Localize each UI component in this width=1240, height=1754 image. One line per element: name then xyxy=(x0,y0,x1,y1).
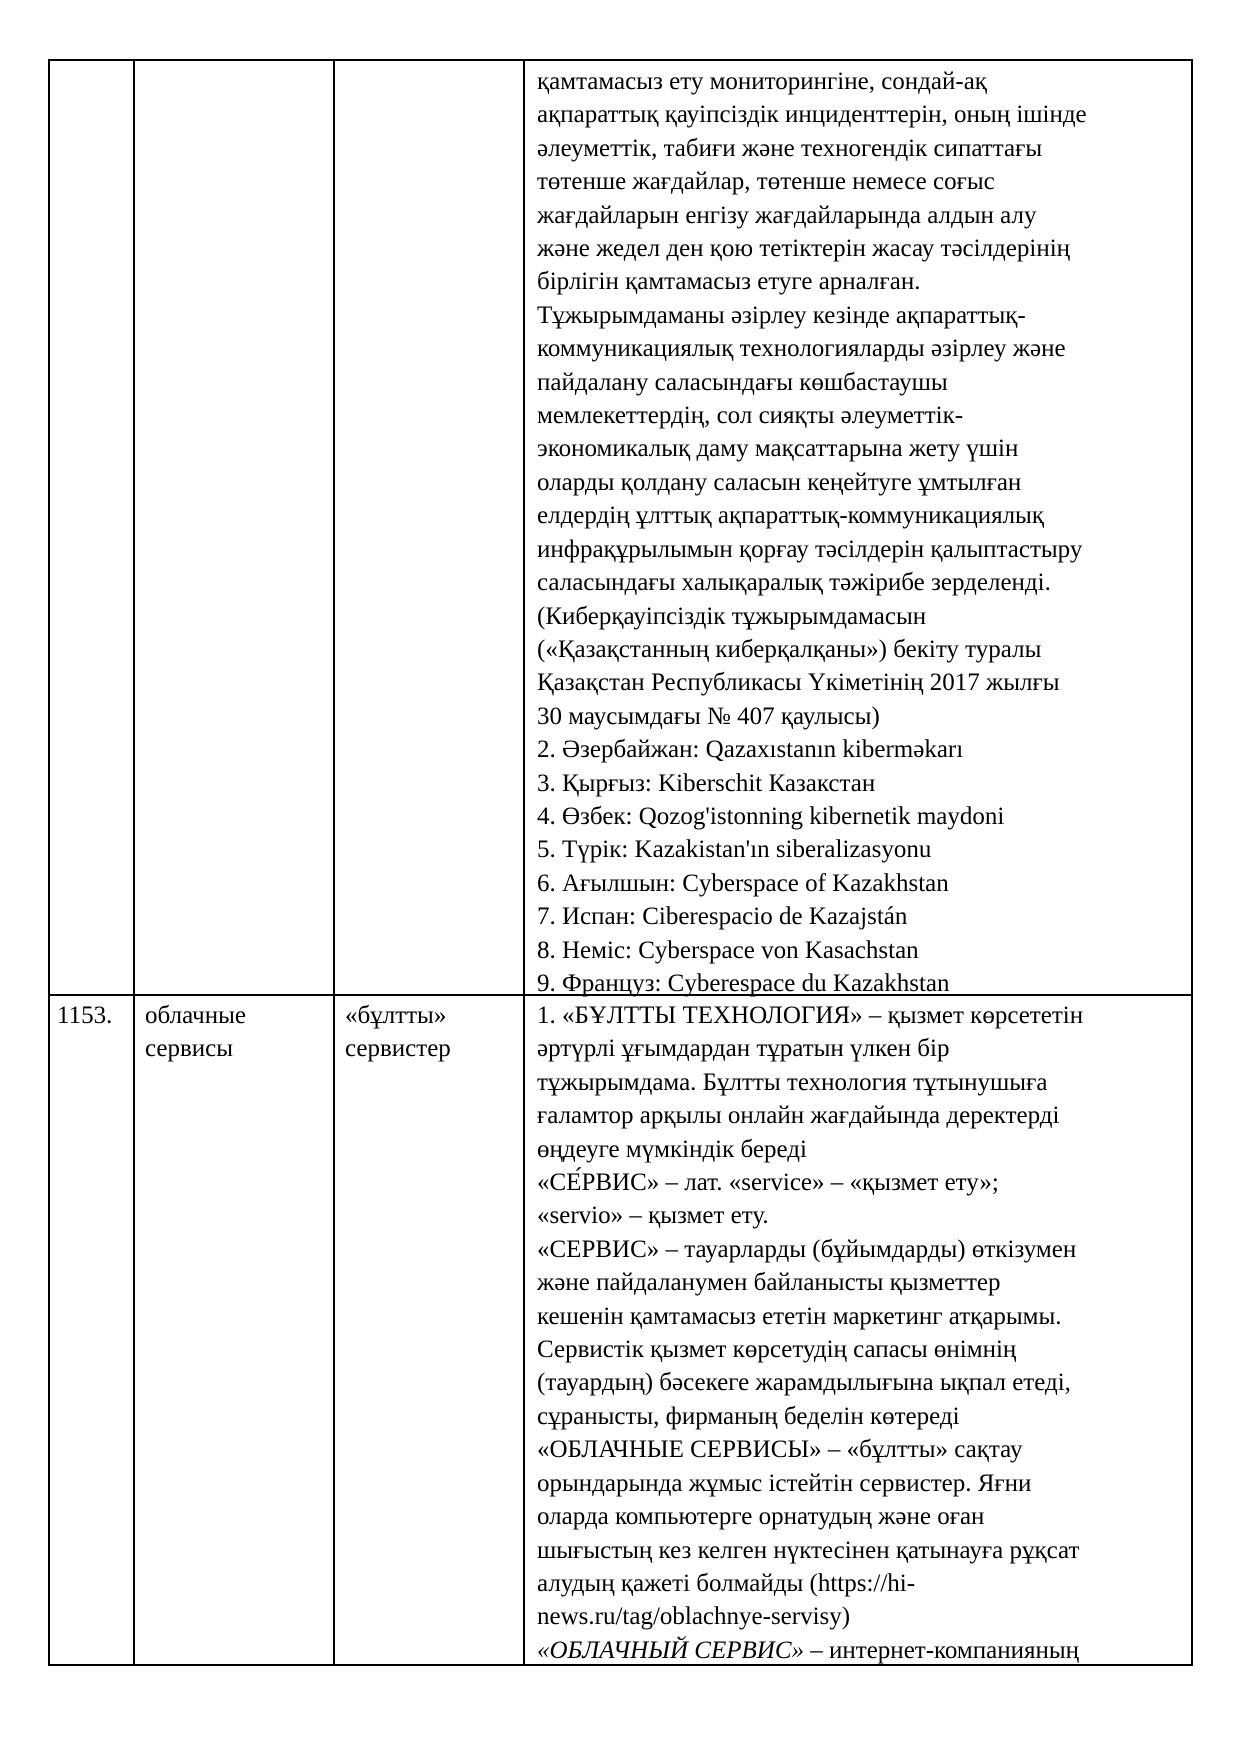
text-line: 8. Неміс: Cyberspace von Kasachstan xyxy=(537,936,919,964)
text-line: 7. Испан: Ciberespacio de Kazajstán xyxy=(537,903,908,931)
text-line: өңдеуге мүмкіндік береді xyxy=(537,1135,807,1163)
text-line: пайдалану саласындағы көшбастаушы xyxy=(537,368,948,396)
column-divider-3 xyxy=(523,61,525,1664)
text-line: (Киберқауіпсіздік тұжырымдамасын xyxy=(537,602,927,630)
glossary-table xyxy=(48,59,1193,1666)
russian-term-cell xyxy=(145,999,246,1066)
text-line: 4. Өзбек: Qozog'istonning kibernetik maydoni xyxy=(537,802,1005,830)
text-line-last xyxy=(537,1634,1083,1667)
definition-cell xyxy=(537,999,1083,1667)
text-line: коммуникациялық технологияларды әзірлеу және xyxy=(537,335,1066,363)
text-line: төтенше жағдайлар, төтенше немесе соғыс xyxy=(537,168,995,196)
text-line: орындарында жұмыс істейтін сервистер. Яғни xyxy=(537,1469,1032,1497)
text-line: қамтамасыз ету мониторингіне, сондай-ақ xyxy=(537,68,987,95)
kazakh-term-line: сервистер xyxy=(345,1035,451,1063)
text-line: алудың қажеті болмайды (https://hi- xyxy=(537,1569,916,1597)
text-line: кешенін қамтамасыз ететін маркетинг атқарымы. xyxy=(537,1302,1062,1330)
text-line: 2. Әзербайжан: Qazaxıstanın kibermәkarı xyxy=(537,736,964,764)
text-line: және жедел ден қою тетіктерін жасау тәсілдерінің xyxy=(537,235,1071,263)
text-line: 6. Ағылшын: Cyberspace of Kazakhstan xyxy=(537,869,949,897)
text-line: 1. «БҰЛТТЫ ТЕХНОЛОГИЯ» – қызмет көрсететін xyxy=(537,1002,1084,1029)
text-line: оларда компьютерге орнатудың және оған xyxy=(537,1503,985,1531)
text-line: news.ru/tag/oblachnye-servisy) xyxy=(537,1603,851,1631)
text-line: жағдайларын енгізу жағдайларында алдын алу xyxy=(537,201,1037,229)
russian-term-line: сервисы xyxy=(145,1035,234,1063)
text-line: мемлекеттердің, сол сияқты әлеуметтік- xyxy=(537,402,964,430)
kazakh-term-cell xyxy=(345,999,451,1066)
text-line: Сервистік қызмет көрсетудің сапасы өнімнің xyxy=(537,1336,1017,1364)
text-line: 5. Түрік: Kazakistan'ın siberalizasyonu xyxy=(537,836,932,864)
text-line: шығыстың кез келген нүктесінен қатынауға рұқсат xyxy=(537,1536,1080,1564)
text-line: әлеуметтік, табиғи және техногендік сипаттағы xyxy=(537,134,1043,162)
text-line: бірлігін қамтамасыз етуге арналған. xyxy=(537,268,921,296)
text-line: тұжырымдама. Бұлтты технология тұтынушыға xyxy=(537,1068,1048,1096)
text-line: сұранысты, фирманың беделін көтереді xyxy=(537,1402,960,1430)
text-line: Тұжырымдаманы әзірлеу кезінде ақпараттық- xyxy=(537,301,1026,329)
text-line: «СЕРВИС» – тауарларды (бұйымдарды) өткізумен xyxy=(537,1235,1077,1263)
row-prev-definition-cell xyxy=(537,65,1087,1000)
text-line: (тауардың) бәсекеге жарамдылығына ықпал етеді, xyxy=(537,1369,1071,1397)
column-divider-2 xyxy=(333,61,335,1664)
row-number-cell xyxy=(57,999,112,1032)
text-line: 9. Француз: Cyberespace du Kazakhstan xyxy=(537,969,950,997)
text-line-tail: – интернет-компанияның xyxy=(804,1636,1080,1664)
row-number: 1153. xyxy=(57,1002,113,1029)
text-line: оларды қолдану саласын кеңейтуге ұмтылған xyxy=(537,468,1022,496)
text-line: Қазақстан Республикасы Үкіметінің 2017 жылғы xyxy=(537,669,1060,697)
text-line: елдердің ұлттық ақпараттық-коммуникациялық xyxy=(537,502,1044,530)
text-line: «ОБЛАЧНЫЕ СЕРВИСЫ» – «бұлтты» сақтау xyxy=(537,1436,1023,1464)
text-line: экономикалық даму мақсаттарына жету үшін xyxy=(537,435,1019,463)
text-line: ақпараттық қауіпсіздік инциденттерін, оның ішінде xyxy=(537,101,1087,129)
italic-term: «ОБЛАЧНЫЙ СЕРВИС» xyxy=(537,1636,805,1664)
text-line: және пайдаланумен байланысты қызметтер xyxy=(537,1269,1001,1297)
text-line: инфрақұрылымын қорғау тәсілдерін қалыптастыру xyxy=(537,535,1083,563)
text-line: «СЕ́РВИС» – лат. «service» – «қызмет ету»; xyxy=(537,1169,999,1197)
text-line: 3. Қырғыз: Kiberschit Казакстан xyxy=(537,769,876,797)
text-line: 30 маусымдағы № 407 қаулысы) xyxy=(537,702,880,730)
text-line: әртүрлі ұғымдардан тұратын үлкен бір xyxy=(537,1035,950,1063)
text-line: саласындағы халықаралық тәжірибе зерделенді. xyxy=(537,569,1051,597)
text-line: ғаламтор арқылы онлайн жағдайында деректерді xyxy=(537,1102,1060,1130)
text-line: («Қазақстанның киберқалқаны») бекіту туралы xyxy=(537,635,1042,663)
kazakh-term-line: «бұлтты» xyxy=(345,1002,447,1029)
text-line: «servio» – қызмет ету. xyxy=(537,1202,769,1230)
column-divider-1 xyxy=(133,61,135,1664)
russian-term-line: облачные xyxy=(145,1002,247,1029)
